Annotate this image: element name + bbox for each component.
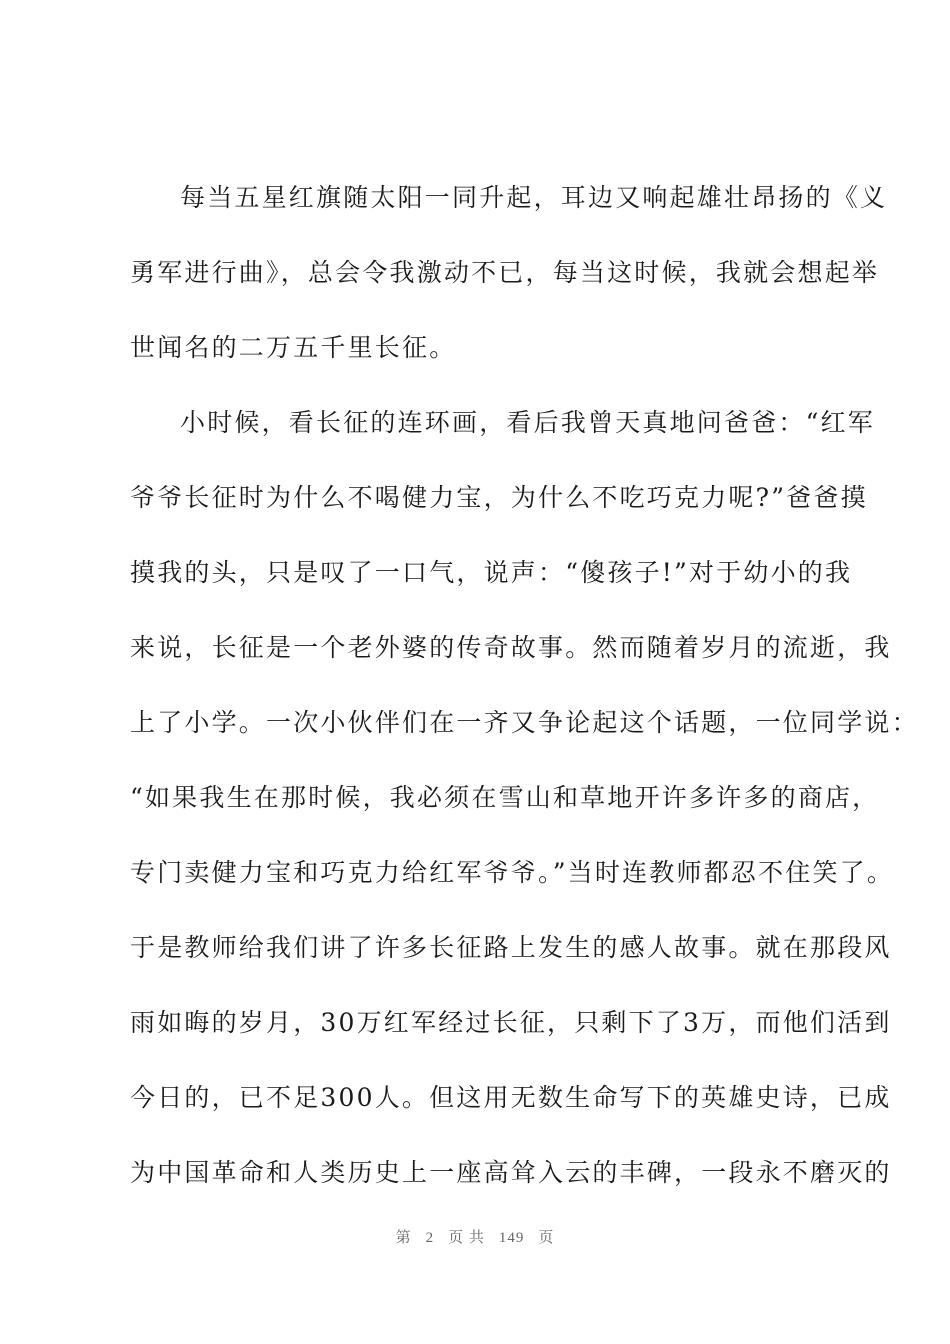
text-line: 勇军进行曲》，总会令我激动不已，每当这时候，我就会想起举 <box>130 258 880 287</box>
footer-prefix: 第 <box>395 1230 412 1246</box>
body-text <box>130 170 919 1220</box>
text-line: 小时候，看长征的连环画，看后我曾天真地问爸爸：“红军 <box>180 408 875 437</box>
text-line: 雨如晦的岁月，30万红军经过长征，只剩下了3万，而他们活到 <box>130 1008 892 1037</box>
text-line: “如果我生在那时候，我必须在雪山和草地开许多许多的商店， <box>130 783 880 812</box>
text-line: 爷爷长征时为什么不喝健力宝，为什么不吃巧克力呢?”爸爸摸 <box>130 483 868 512</box>
page-footer <box>0 1226 950 1247</box>
text-line: 世闻名的二万五千里长征。 <box>130 333 457 362</box>
text-line: 摸我的头，只是叹了一口气，说声：“傻孩子!”对于幼小的我 <box>130 558 853 587</box>
text-line: 专门卖健力宝和巧克力给红军爷爷。”当时连教师都忍不住笑了。 <box>130 858 895 887</box>
text-line: 今日的，已不足300人。但这用无数生命写下的英雄史诗，已成 <box>130 1083 892 1112</box>
text-line: 来说，长征是一个老外婆的传奇故事。然而随着岁月的流逝，我 <box>130 633 892 662</box>
footer-page-number: 2 <box>425 1230 435 1246</box>
footer-middle: 页 共 <box>448 1230 485 1246</box>
text-line: 于是教师给我们讲了许多长征路上发生的感人故事。就在那段风 <box>130 933 892 962</box>
footer-total-pages: 149 <box>498 1230 525 1246</box>
text-line: 为中国革命和人类历史上一座高耸入云的丰碑，一段永不磨灭的 <box>130 1158 892 1187</box>
footer-suffix: 页 <box>538 1230 555 1246</box>
text-line: 每当五星红旗随太阳一同升起，耳边又响起雄壮昂扬的《义 <box>180 183 888 212</box>
text-line: 上了小学。一次小伙伴们在一齐又争论起这个话题，一位同学说： <box>130 708 919 737</box>
